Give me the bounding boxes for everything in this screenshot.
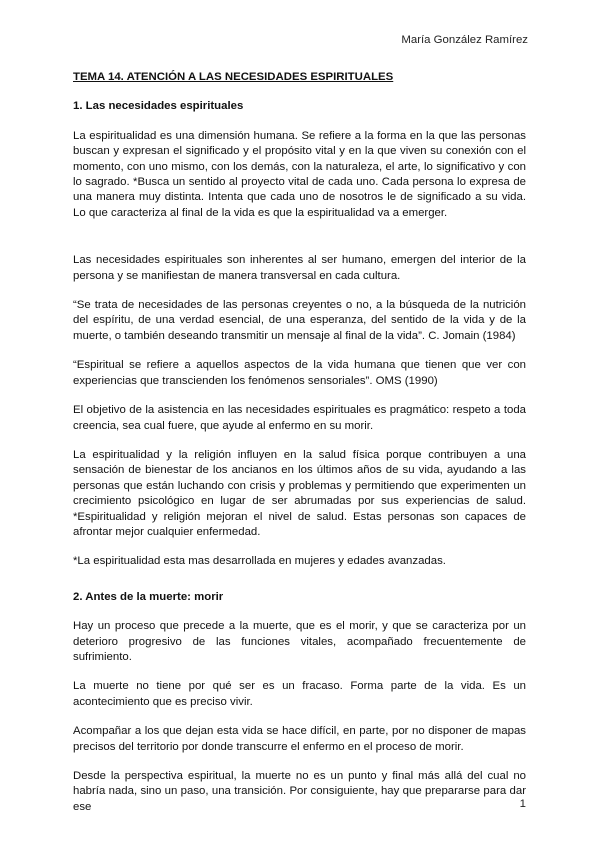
paragraph: Acompañar a los que dejan esta vida se hace difícil, en parte, por no disponer de mapas precisos del territorio por donde transcurre el enfermo en el proceso de morir.: [73, 725, 526, 753]
paragraph: Desde la perspectiva espiritual, la muerte no es un punto y final más allá del cual no habría nada, sino un paso, una transición. Por consiguiente, hay que prepararse para dar ese: [73, 770, 526, 813]
paragraph: La espiritualidad y la religión influyen en la salud física porque contribuyen a una sensación de bienestar de los ancianos en los últimos años de su vida, ayudando a las personas que están luchando con crisis y problemas y permitiendo que experimenten un crecimiento psicológico en lugar de ser abrumadas por sus experiencias de salud. *Espiritualidad y religión mejoran el nivel de salud. Estas personas son capaces de afrontar mejor cualquier enfermedad.: [73, 448, 526, 538]
page-number: 1: [519, 798, 526, 810]
section-heading-1: 1. Las necesidades espirituales: [73, 100, 244, 113]
spacer: [73, 235, 526, 253]
document-title: TEMA 14. ATENCIÓN A LAS NECESIDADES ESPIRITUALES: [73, 71, 394, 83]
paragraph: Hay un proceso que precede a la muerte, que es el morir, y que se caracteriza por un deterioro progresivo de las funciones vitales, acompañado frecuentemente de sufrimiento.: [73, 620, 526, 663]
paragraph: El objetivo de la asistencia en las necesidades espirituales es pragmático: respeto a toda creencia, sea cual fuere, que ayude al enfermo en su morir.: [73, 404, 526, 432]
paragraph: *La espiritualidad esta mas desarrollada en mujeres y edades avanzadas.: [73, 555, 446, 568]
section-heading-2: 2. Antes de la muerte: morir: [73, 590, 224, 603]
page-header-author: María González Ramírez: [401, 34, 528, 46]
paragraph: “Espiritual se refiere a aquellos aspectos de la vida humana que tienen que ver con experiencias que transcienden los fenómenos sensoriales”. OMS (1990): [73, 359, 526, 387]
paragraph: La muerte no tiene por qué ser es un fracaso. Forma parte de la vida. Es un acontecimiento que es preciso vivir.: [73, 680, 526, 708]
paragraph: “Se trata de necesidades de las personas creyentes o no, a la búsqueda de la nutrición del espíritu, de una verdad esencial, de una esperanza, del sentido de la vida y de la muerte, o también deseando transmitir un mensaje al final de la vida”. C. Jomain (1984): [73, 299, 526, 342]
paragraph: La espiritualidad es una dimensión humana. Se refiere a la forma en la que las personas buscan y expresan el significado y el propósito vital y en la que viven su conexión con el momento, con uno mismo, con los demás, con la naturaleza, el arte, lo significativo y con lo sagrado. *Busca un sentido al proyecto vital de cada uno. Cada persona lo expresa de una manera muy distinta. Intenta que cada uno de nosotros le de significado a su vida. Lo que caracteriza al final de la vida es que la espiritualidad va a emerger.: [73, 129, 526, 219]
page-content: [73, 70, 526, 829]
paragraph: Las necesidades espirituales son inherentes al ser humano, emergen del interior de la persona y se manifiestan de manera transversal en cada cultura.: [73, 254, 526, 282]
